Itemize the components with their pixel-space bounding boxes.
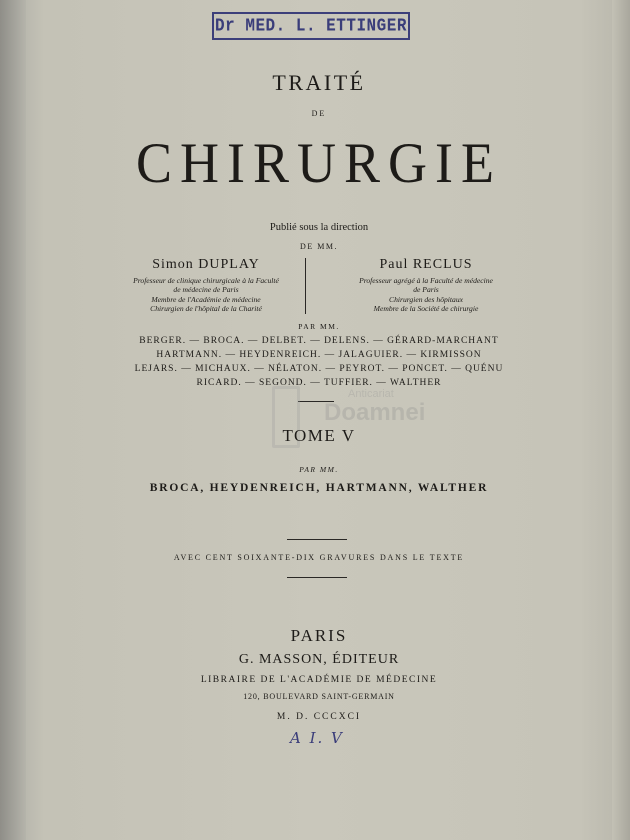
owner-stamp: [212, 12, 410, 40]
editor-name: Paul RECLUS: [379, 257, 473, 272]
publisher-address: 120, BOULEVARD SAINT-GERMAIN: [243, 692, 395, 701]
editor-description-line: de Paris: [413, 285, 439, 295]
rule-above-gravures: [287, 539, 347, 540]
book-spine-shadow: [0, 0, 26, 840]
par-mm-label: PAR MM.: [298, 322, 340, 331]
main-title: CHIRURGIE: [136, 131, 502, 195]
title-line-traite: TRAITÉ: [272, 70, 366, 95]
publication-year: M. D. CCCXCI: [276, 712, 362, 722]
contributors-line: RICARD. — SEGOND. — TUFFIER. — WALTHER: [196, 378, 442, 388]
editor-description-line: Professeur agrégé à la Faculté de médecine: [359, 276, 493, 285]
contributors-line: BERGER. — BROCA. — DELBET. — DELENS. — GÉRARD-MARCHANT: [139, 336, 499, 346]
tome-label: TOME V: [282, 426, 356, 445]
de-mm-label: DE MM.: [300, 242, 338, 251]
editor-duplay: [101, 257, 311, 314]
editor-description-line: Chirurgien des hôpitaux: [389, 294, 463, 304]
editor-description-line: de médecine de Paris: [173, 285, 239, 295]
owner-stamp-text: Dr MED. L. ETTINGER: [215, 15, 407, 37]
editor-description-line: Chirurgien de l'hôpital de la Charité: [150, 304, 262, 314]
editor-reclus: [321, 257, 531, 314]
contributors-line: HARTMANN. — HEYDENREICH. — JALAGUIER. — KIRMISSON: [156, 350, 482, 360]
watermark-small-text: Anticariat: [348, 388, 394, 400]
editor-description-line: Professeur de clinique chirurgicale à la Faculté: [133, 276, 279, 285]
published-under: Publié sous la direction: [269, 222, 369, 233]
editor-description-line: Membre de l'Académie de médecine: [151, 294, 261, 304]
publisher: G. MASSON, ÉDITEUR: [238, 652, 400, 667]
publisher-bookshop: LIBRAIRE DE L'ACADÉMIE DE MÉDECINE: [200, 675, 438, 685]
page-edge: [612, 0, 630, 840]
gravures-note: AVEC CENT SOIXANTE-DIX GRAVURES DANS LE TEXTE: [173, 553, 465, 562]
editors-divider: [305, 258, 306, 314]
editor-description-line: Membre de la Société de chirurgie: [373, 304, 479, 314]
handwritten-note: A I. V: [290, 729, 344, 747]
watermark-big-text: Doamnei: [324, 399, 426, 426]
title-line-de: DE: [311, 109, 327, 118]
rule-below-gravures: [287, 577, 347, 578]
editor-name: Simon DUPLAY: [152, 257, 260, 272]
title-page: [36, 0, 602, 840]
tome-par-mm: PAR MM.: [299, 465, 339, 474]
contributors-line: LEJARS. — MICHAUX. — NÉLATON. — PEYROT. — PONCET. — QUÉNU: [134, 364, 504, 374]
tome-authors: BROCA, HEYDENREICH, HARTMANN, WALTHER: [149, 482, 489, 494]
city: PARIS: [290, 626, 348, 645]
